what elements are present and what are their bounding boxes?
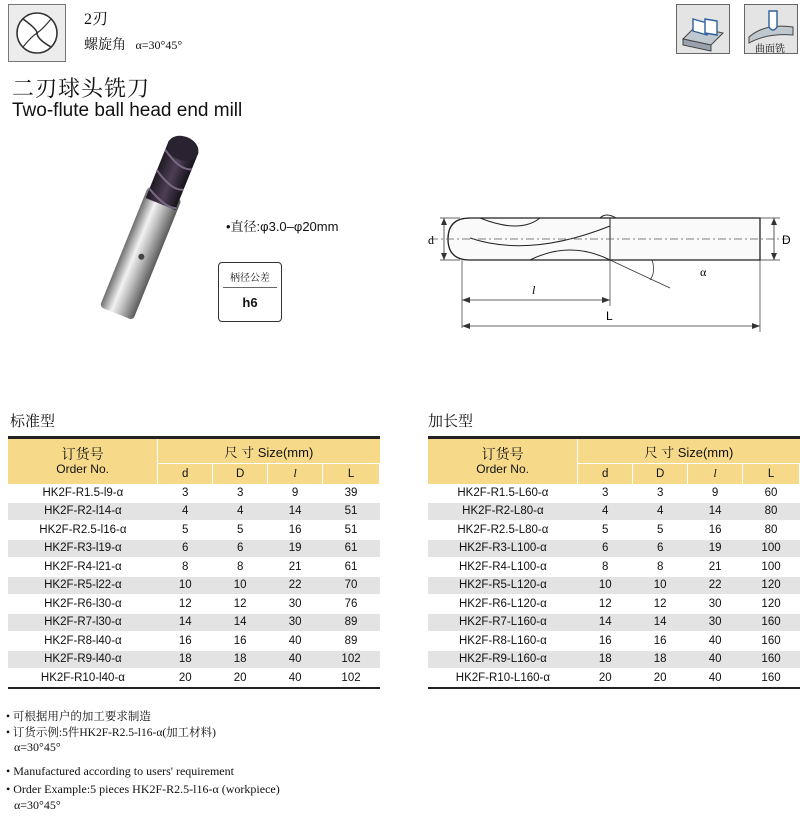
size-cell: 51	[323, 521, 380, 540]
size-cell: 10	[633, 576, 688, 595]
size-cell: 6	[158, 539, 213, 558]
table-row	[428, 632, 800, 651]
size-header: 尺 寸 Size(mm)	[578, 438, 800, 464]
order-no-header	[8, 438, 158, 485]
size-cell: 21	[688, 558, 743, 577]
size-cell: 19	[268, 539, 323, 558]
helix-value: α=30°45°	[135, 38, 183, 52]
size-cell: 100	[743, 539, 800, 558]
size-cell: 51	[323, 502, 380, 521]
size-cell: 5	[213, 521, 268, 540]
size-cell: 80	[743, 521, 800, 540]
size-cell: 160	[743, 650, 800, 669]
size-cell: 40	[688, 650, 743, 669]
note-custom-en: • Manufactured according to users' requirement	[6, 764, 234, 778]
order-no-cell: HK2F-R4-L100-α	[428, 558, 578, 577]
size-cell: 6	[578, 539, 633, 558]
size-cell: 8	[213, 558, 268, 577]
order-no-cell: HK2F-R2.5-L80-α	[428, 521, 578, 540]
table-row	[428, 558, 800, 577]
col-header-D: D	[633, 464, 688, 485]
size-cell: 160	[743, 632, 800, 651]
table-row	[428, 669, 800, 688]
size-cell: 14	[633, 613, 688, 632]
col-header-D: D	[213, 464, 268, 485]
size-cell: 4	[213, 502, 268, 521]
application-label: 曲面铣	[755, 44, 785, 55]
shank-tolerance-divider	[223, 287, 277, 288]
order-no-header	[428, 438, 578, 485]
slot-milling-icon	[676, 4, 730, 54]
size-cell: 14	[268, 502, 323, 521]
col-header-d: d	[158, 464, 213, 485]
order-no-cell: HK2F-R1.5-l9-α	[8, 484, 158, 502]
order-no-cell: HK2F-R5-L120-α	[428, 576, 578, 595]
size-cell: 40	[268, 650, 323, 669]
size-cell: 16	[633, 632, 688, 651]
size-cell: 21	[268, 558, 323, 577]
size-cell: 5	[158, 521, 213, 540]
order-no-cell: HK2F-R5-l22-α	[8, 576, 158, 595]
order-no-cell: HK2F-R10-L160-α	[428, 669, 578, 688]
size-cell: 120	[743, 595, 800, 614]
size-cell: 30	[268, 613, 323, 632]
size-cell: 30	[688, 613, 743, 632]
shank-tolerance-label: 柄径公差	[230, 273, 270, 284]
note-alpha-en: α=30°45°	[14, 798, 61, 812]
size-cell: 3	[578, 484, 633, 502]
size-cell: 89	[323, 632, 380, 651]
col-header-l: l	[268, 464, 323, 485]
size-cell: 8	[633, 558, 688, 577]
size-cell: 40	[268, 632, 323, 651]
size-cell: 160	[743, 613, 800, 632]
size-cell: 18	[158, 650, 213, 669]
flute-section-icon	[8, 4, 66, 62]
order-no-cell: HK2F-R8-l40-α	[8, 632, 158, 651]
table-row	[8, 595, 380, 614]
diagram-label-D: D	[782, 233, 791, 247]
size-cell: 89	[323, 613, 380, 632]
table-row	[8, 502, 380, 521]
size-cell: 100	[743, 558, 800, 577]
size-cell: 61	[323, 539, 380, 558]
order-no-header-en: Order No.	[56, 462, 109, 476]
order-no-cell: HK2F-R3-l19-α	[8, 539, 158, 558]
diagram-label-alpha: α	[700, 265, 707, 279]
size-cell: 16	[268, 521, 323, 540]
table-row	[428, 484, 800, 502]
table-row	[8, 669, 380, 688]
size-cell: 12	[578, 595, 633, 614]
size-header: 尺 寸 Size(mm)	[158, 438, 380, 464]
size-cell: 18	[633, 650, 688, 669]
order-no-header-cn: 订货号	[481, 446, 524, 462]
diagram-label-l: l	[532, 283, 536, 297]
size-cell: 16	[213, 632, 268, 651]
size-cell: 16	[158, 632, 213, 651]
size-cell: 10	[158, 576, 213, 595]
note-alpha-cn: α=30°45°	[14, 740, 61, 754]
size-cell: 10	[213, 576, 268, 595]
size-cell: 18	[578, 650, 633, 669]
table-row	[8, 484, 380, 502]
size-cell: 102	[323, 669, 380, 688]
order-no-cell: HK2F-R4-l21-α	[8, 558, 158, 577]
size-cell: 12	[158, 595, 213, 614]
order-no-cell: HK2F-R10-l40-α	[8, 669, 158, 688]
size-cell: 4	[633, 502, 688, 521]
long-spec-table	[428, 436, 800, 689]
size-cell: 70	[323, 576, 380, 595]
size-cell: 14	[158, 613, 213, 632]
page-title-en: Two-flute ball head end mill	[12, 100, 243, 121]
standard-spec-table	[8, 436, 380, 689]
size-cell: 80	[743, 502, 800, 521]
long-section-title: 加长型	[428, 413, 474, 430]
table-row	[428, 502, 800, 521]
size-cell: 6	[633, 539, 688, 558]
size-cell: 16	[688, 521, 743, 540]
table-row	[428, 595, 800, 614]
table-row	[8, 650, 380, 669]
diagram-label-L: L	[606, 309, 613, 323]
size-cell: 12	[213, 595, 268, 614]
note-example-cn: • 订货示例:5件HK2F-R2.5-l16-α(加工材料)	[6, 727, 217, 739]
table-row	[8, 576, 380, 595]
size-cell: 39	[323, 484, 380, 502]
end-mill-photo	[60, 130, 240, 330]
size-cell: 18	[213, 650, 268, 669]
table-row	[428, 576, 800, 595]
shank-tolerance-box	[218, 262, 282, 322]
diagram-label-d: d	[428, 233, 434, 247]
size-cell: 9	[688, 484, 743, 502]
size-cell: 60	[743, 484, 800, 502]
col-header-l: l	[688, 464, 743, 485]
size-cell: 22	[268, 576, 323, 595]
size-cell: 14	[688, 502, 743, 521]
page-title-cn: 二刃球头铣刀	[12, 76, 151, 101]
size-cell: 4	[578, 502, 633, 521]
size-cell: 120	[743, 576, 800, 595]
size-cell: 20	[578, 669, 633, 688]
size-cell: 9	[268, 484, 323, 502]
size-cell: 3	[213, 484, 268, 502]
order-no-cell: HK2F-R7-l30-α	[8, 613, 158, 632]
table-row	[8, 539, 380, 558]
helix-label: 螺旋角	[84, 38, 126, 53]
size-cell: 160	[743, 669, 800, 688]
size-cell: 5	[578, 521, 633, 540]
size-cell: 19	[688, 539, 743, 558]
size-cell: 30	[268, 595, 323, 614]
size-cell: 5	[633, 521, 688, 540]
order-no-cell: HK2F-R9-L160-α	[428, 650, 578, 669]
size-cell: 22	[688, 576, 743, 595]
size-cell: 40	[268, 669, 323, 688]
order-no-cell: HK2F-R3-L100-α	[428, 539, 578, 558]
standard-section-title: 标准型	[10, 413, 56, 430]
size-cell: 6	[213, 539, 268, 558]
size-cell: 20	[633, 669, 688, 688]
shank-tolerance-value: h6	[242, 295, 258, 310]
col-header-L: L	[743, 464, 800, 485]
diameter-range: •直径:φ3.0–φ20mm	[226, 219, 339, 234]
order-no-cell: HK2F-R2.5-l16-α	[8, 521, 158, 540]
size-cell: 76	[323, 595, 380, 614]
table-row	[8, 632, 380, 651]
size-cell: 30	[688, 595, 743, 614]
size-cell: 20	[158, 669, 213, 688]
size-cell: 12	[633, 595, 688, 614]
table-row	[428, 521, 800, 540]
dimension-diagram	[420, 188, 800, 348]
size-cell: 40	[688, 669, 743, 688]
flute-count: 2刃	[84, 11, 109, 28]
table-row	[8, 613, 380, 632]
order-no-cell: HK2F-R2-L80-α	[428, 502, 578, 521]
size-cell: 4	[158, 502, 213, 521]
size-cell: 14	[578, 613, 633, 632]
size-cell: 61	[323, 558, 380, 577]
order-no-header-cn: 订货号	[61, 446, 104, 462]
order-no-cell: HK2F-R2-l14-α	[8, 502, 158, 521]
note-custom-cn: • 可根据用户的加工要求制造	[6, 711, 151, 723]
order-no-cell: HK2F-R6-L120-α	[428, 595, 578, 614]
col-header-L: L	[323, 464, 380, 485]
size-cell: 102	[323, 650, 380, 669]
order-no-cell: HK2F-R9-l40-α	[8, 650, 158, 669]
table-row	[428, 650, 800, 669]
order-no-cell: HK2F-R8-L160-α	[428, 632, 578, 651]
size-cell: 40	[688, 632, 743, 651]
size-cell: 8	[158, 558, 213, 577]
table-row	[8, 521, 380, 540]
note-example-en: • Order Example:5 pieces HK2F-R2.5-l16-α (workpiece)	[6, 782, 280, 796]
order-no-cell: HK2F-R1.5-L60-α	[428, 484, 578, 502]
size-cell: 3	[158, 484, 213, 502]
order-no-cell: HK2F-R7-L160-α	[428, 613, 578, 632]
size-cell: 16	[578, 632, 633, 651]
size-cell: 14	[213, 613, 268, 632]
size-cell: 3	[633, 484, 688, 502]
table-row	[428, 539, 800, 558]
size-cell: 10	[578, 576, 633, 595]
order-no-cell: HK2F-R6-l30-α	[8, 595, 158, 614]
table-row	[8, 558, 380, 577]
size-cell: 8	[578, 558, 633, 577]
order-no-header-en: Order No.	[476, 462, 529, 476]
helix-angle	[84, 34, 182, 54]
table-row	[428, 613, 800, 632]
size-cell: 20	[213, 669, 268, 688]
col-header-d: d	[578, 464, 633, 485]
